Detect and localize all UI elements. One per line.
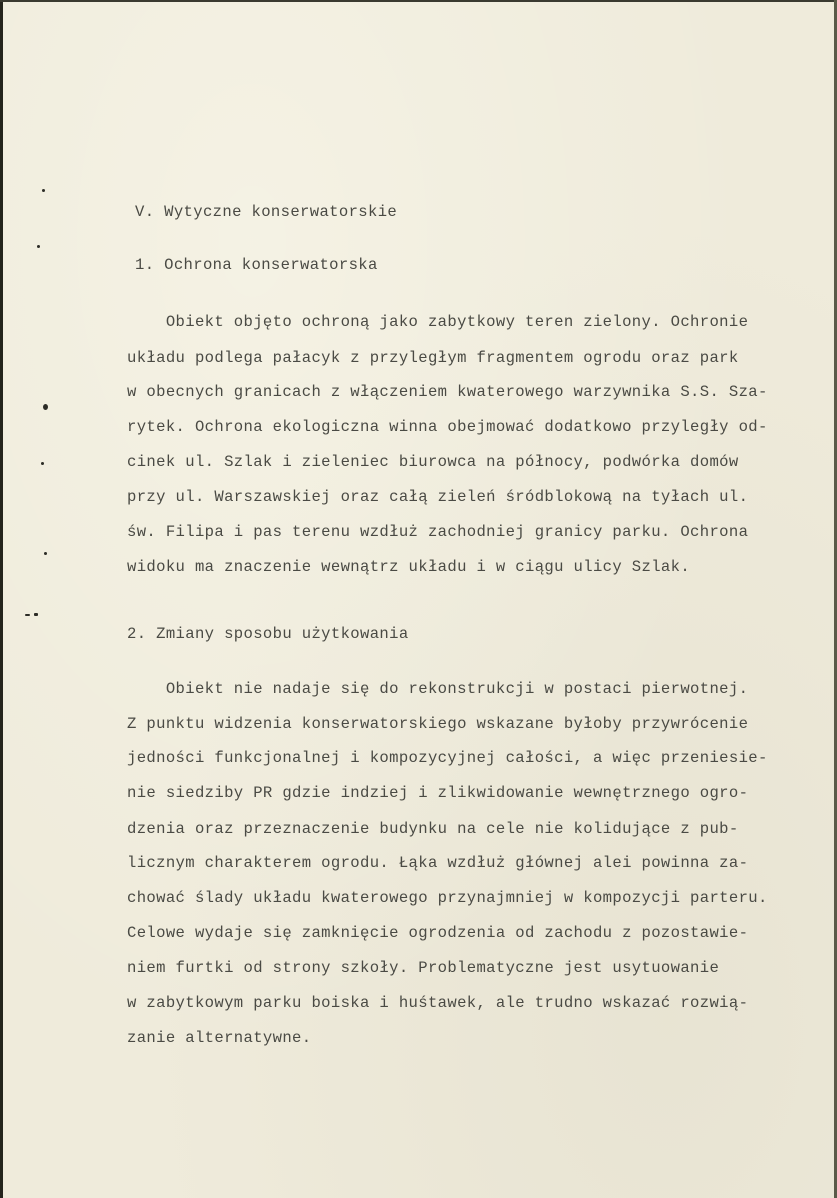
paragraph-line: rytek. Ochrona ekologiczna winna obejmować dodatkowo przyległy od- [127, 418, 768, 436]
section-heading: V. Wytyczne konserwatorskie [135, 203, 398, 221]
paragraph-line: cinek ul. Szlak i zieleniec biurowca na północy, podwórka domów [127, 453, 739, 471]
margin-mark [41, 462, 44, 465]
paragraph-line: przy ul. Warszawskiej oraz całą zieleń śródblokową na tyłach ul. [127, 488, 749, 506]
paragraph-line: Obiekt objęto ochroną jako zabytkowy teren zielony. Ochronie [127, 313, 749, 331]
paragraph-line: Obiekt nie nadaje się do rekonstrukcji w postaci pierwotnej. [127, 680, 749, 698]
paragraph-line: chować ślady układu kwaterowego przynajmniej w kompozycji parteru. [127, 889, 768, 907]
paragraph-line: św. Filipa i pas terenu wzdłuż zachodniej granicy parku. Ochrona [127, 523, 749, 541]
paragraph-line: Celowe wydaje się zamknięcie ogrodzenia od zachodu z pozostawie- [127, 924, 749, 942]
margin-mark [37, 245, 40, 248]
paragraph-line: dzenia oraz przeznaczenie budynku na cele nie kolidujące z pub- [127, 820, 739, 838]
paragraph-line: licznym charakterem ogrodu. Łąka wzdłuż głównej alei powinna za- [127, 854, 749, 872]
paragraph-line: układu podlega pałacyk z przyległym fragmentem ogrodu oraz park [127, 349, 739, 367]
subsection-heading: 2. Zmiany sposobu użytkowania [127, 625, 409, 643]
paragraph-line: w obecnych granicach z włączeniem kwaterowego warzywnika S.S. Sza- [127, 383, 768, 401]
margin-mark [42, 189, 45, 192]
paragraph-line: widoku ma znaczenie wewnątrz układu i w ciągu ulicy Szlak. [127, 558, 691, 576]
margin-mark [25, 614, 30, 616]
paragraph-line: zanie alternatywne. [127, 1029, 312, 1047]
paragraph-line: w zabytkowym parku boiska i huśtawek, ale trudno wskazać rozwią- [127, 994, 749, 1012]
paragraph-line: nie siedziby PR gdzie indziej i zlikwidowanie wewnętrznego ogro- [127, 784, 749, 802]
paragraph-line: niem furtki od strony szkoły. Problematyczne jest usytuowanie [127, 959, 720, 977]
margin-mark [43, 404, 48, 410]
margin-mark [34, 613, 38, 616]
paragraph-line: Z punktu widzenia konserwatorskiego wskazane byłoby przywrócenie [127, 715, 749, 733]
typewritten-page [3, 2, 834, 1198]
margin-mark [44, 552, 47, 555]
paragraph-line: jedności funkcjonalnej i kompozycyjnej całości, a więc przeniesie- [127, 749, 768, 767]
subsection-heading: 1. Ochrona konserwatorska [135, 256, 378, 274]
